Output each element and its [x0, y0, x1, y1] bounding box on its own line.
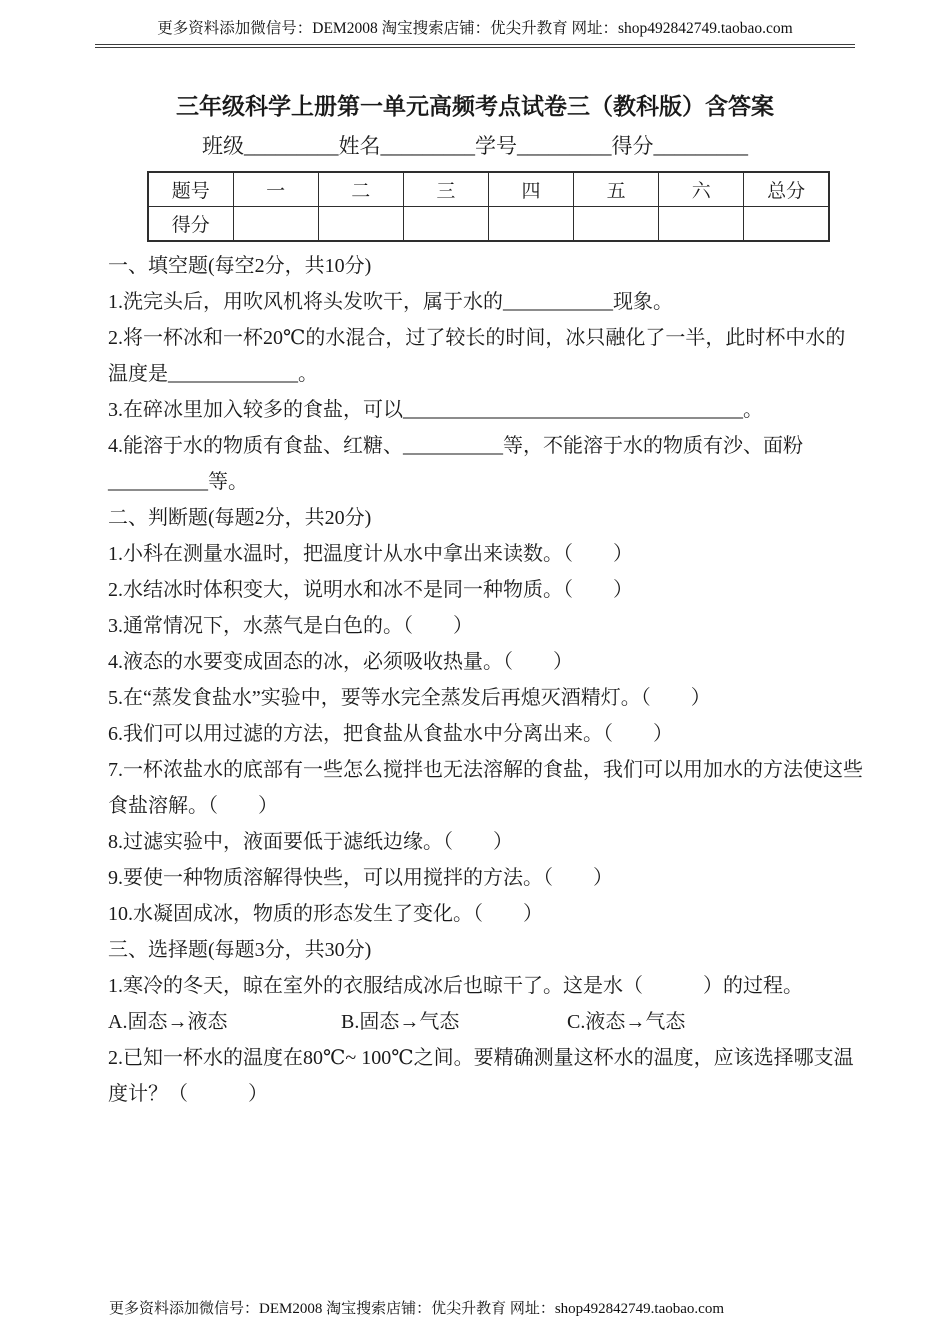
fill-question-1: 1.洗完头后，用吹风机将头发吹干，属于水的___________现象。 — [108, 291, 673, 313]
fill-question-2-line1: 2.将一杯冰和一杯20℃的水混合，过了较长的时间，冰只融化了一半，此时杯中水的 — [108, 327, 846, 349]
choice-question-1: 1.寒冷的冬天，晾在室外的衣服结成冰后也晾干了。这是水（ ）的过程。 — [108, 975, 803, 997]
fill-question-2-line2: 温度是_____________。 — [108, 363, 318, 385]
score-cell-empty — [489, 207, 574, 242]
choice-question-2-line1: 2.已知一杯水的温度在80℃~ 100℃之间。要精确测量这杯水的温度，应该选择哪支温 — [108, 1047, 854, 1069]
score-table-header-cell: 题号 — [148, 172, 233, 207]
section3-heading: 三、选择题(每题3分，共30分) — [108, 939, 372, 961]
score-table-header-cell: 五 — [574, 172, 659, 207]
score-table-header-cell: 四 — [489, 172, 574, 207]
score-cell-empty — [403, 207, 488, 242]
judge-question-6: 6.我们可以用过滤的方法，把食盐从食盐水中分离出来。（ ） — [108, 723, 673, 745]
page-title: 三年级科学上册第一单元高频考点试卷三（教科版）含答案 — [176, 94, 774, 119]
option-a: A.固态→液态 — [108, 1011, 228, 1033]
class-blank: _________ — [244, 134, 339, 158]
judge-question-7-line2: 食盐溶解。（ ） — [108, 795, 278, 817]
exam-body — [95, 248, 863, 1112]
section1-heading: 一、填空题(每空2分，共10分) — [108, 255, 372, 277]
footer-promo-text: 更多资料添加微信号：DEM2008 淘宝搜索店铺：优尖升教育 网址：shop492842749.taobao.com — [109, 1301, 724, 1317]
page-header — [95, 0, 855, 48]
score-table-header-row — [148, 172, 829, 207]
name-label: 姓名 — [338, 134, 381, 158]
page-footer — [109, 1297, 724, 1318]
score-table — [147, 171, 830, 242]
judge-question-2: 2.水结冰时体积变大，说明水和冰不是同一种物质。（ ） — [108, 579, 633, 601]
student-id-blank: _________ — [517, 134, 612, 158]
judge-question-1: 1.小科在测量水温时，把温度计从水中拿出来读数。（ ） — [108, 543, 633, 565]
score-blank: _________ — [653, 134, 748, 158]
header-promo-text: 更多资料添加微信号：DEM2008 淘宝搜索店铺：优尖升教育 网址：shop492842749.taobao.com — [157, 20, 793, 37]
class-label: 班级 — [202, 134, 244, 158]
score-row-label-cell: 得分 — [148, 207, 233, 242]
fill-question-3: 3.在碎冰里加入较多的食盐，可以__________________________________。 — [108, 399, 763, 421]
option-c: C.液态→气态 — [567, 1011, 686, 1033]
judge-question-7-line1: 7.一杯浓盐水的底部有一些怎么搅拌也无法溶解的食盐，我们可以用加水的方法使这些 — [108, 759, 863, 781]
score-cell-empty — [574, 207, 659, 242]
judge-question-4: 4.液态的水要变成固态的冰，必须吸收热量。（ ） — [108, 651, 573, 673]
judge-question-10: 10.水凝固成冰，物质的形态发生了变化。（ ） — [108, 903, 543, 925]
score-table-header-cell: 一 — [233, 172, 318, 207]
fill-question-4-line2: __________等。 — [108, 471, 248, 493]
judge-question-5: 5.在“蒸发食盐水”实验中，要等水完全蒸发后再熄灭酒精灯。（ ） — [108, 687, 711, 709]
score-table-header-cell: 总分 — [744, 172, 829, 207]
option-b: B.固态→气态 — [341, 1011, 460, 1033]
score-table-header-cell: 三 — [403, 172, 488, 207]
score-table-score-row — [148, 207, 829, 242]
judge-question-8: 8.过滤实验中，液面要低于滤纸边缘。（ ） — [108, 831, 513, 853]
fill-question-4-line1: 4.能溶于水的物质有食盐、红糖、__________等，不能溶于水的物质有沙、面粉 — [108, 435, 803, 457]
score-cell-empty — [233, 207, 318, 242]
student-info-line — [95, 131, 855, 161]
score-label: 得分 — [611, 134, 654, 158]
judge-question-3: 3.通常情况下，水蒸气是白色的。（ ） — [108, 615, 473, 637]
choice-question-2-line2: 度计？（ ） — [108, 1083, 268, 1105]
score-table-header-cell: 六 — [659, 172, 744, 207]
score-cell-empty — [744, 207, 829, 242]
student-id-label: 学号 — [475, 134, 517, 158]
score-cell-empty — [318, 207, 403, 242]
score-cell-empty — [659, 207, 744, 242]
section2-heading: 二、判断题(每题2分，共20分) — [108, 507, 372, 529]
choice-question-1-options — [108, 1004, 855, 1040]
name-blank: _________ — [380, 134, 475, 158]
score-table-header-cell: 二 — [318, 172, 403, 207]
judge-question-9: 9.要使一种物质溶解得快些，可以用搅拌的方法。（ ） — [108, 867, 613, 889]
